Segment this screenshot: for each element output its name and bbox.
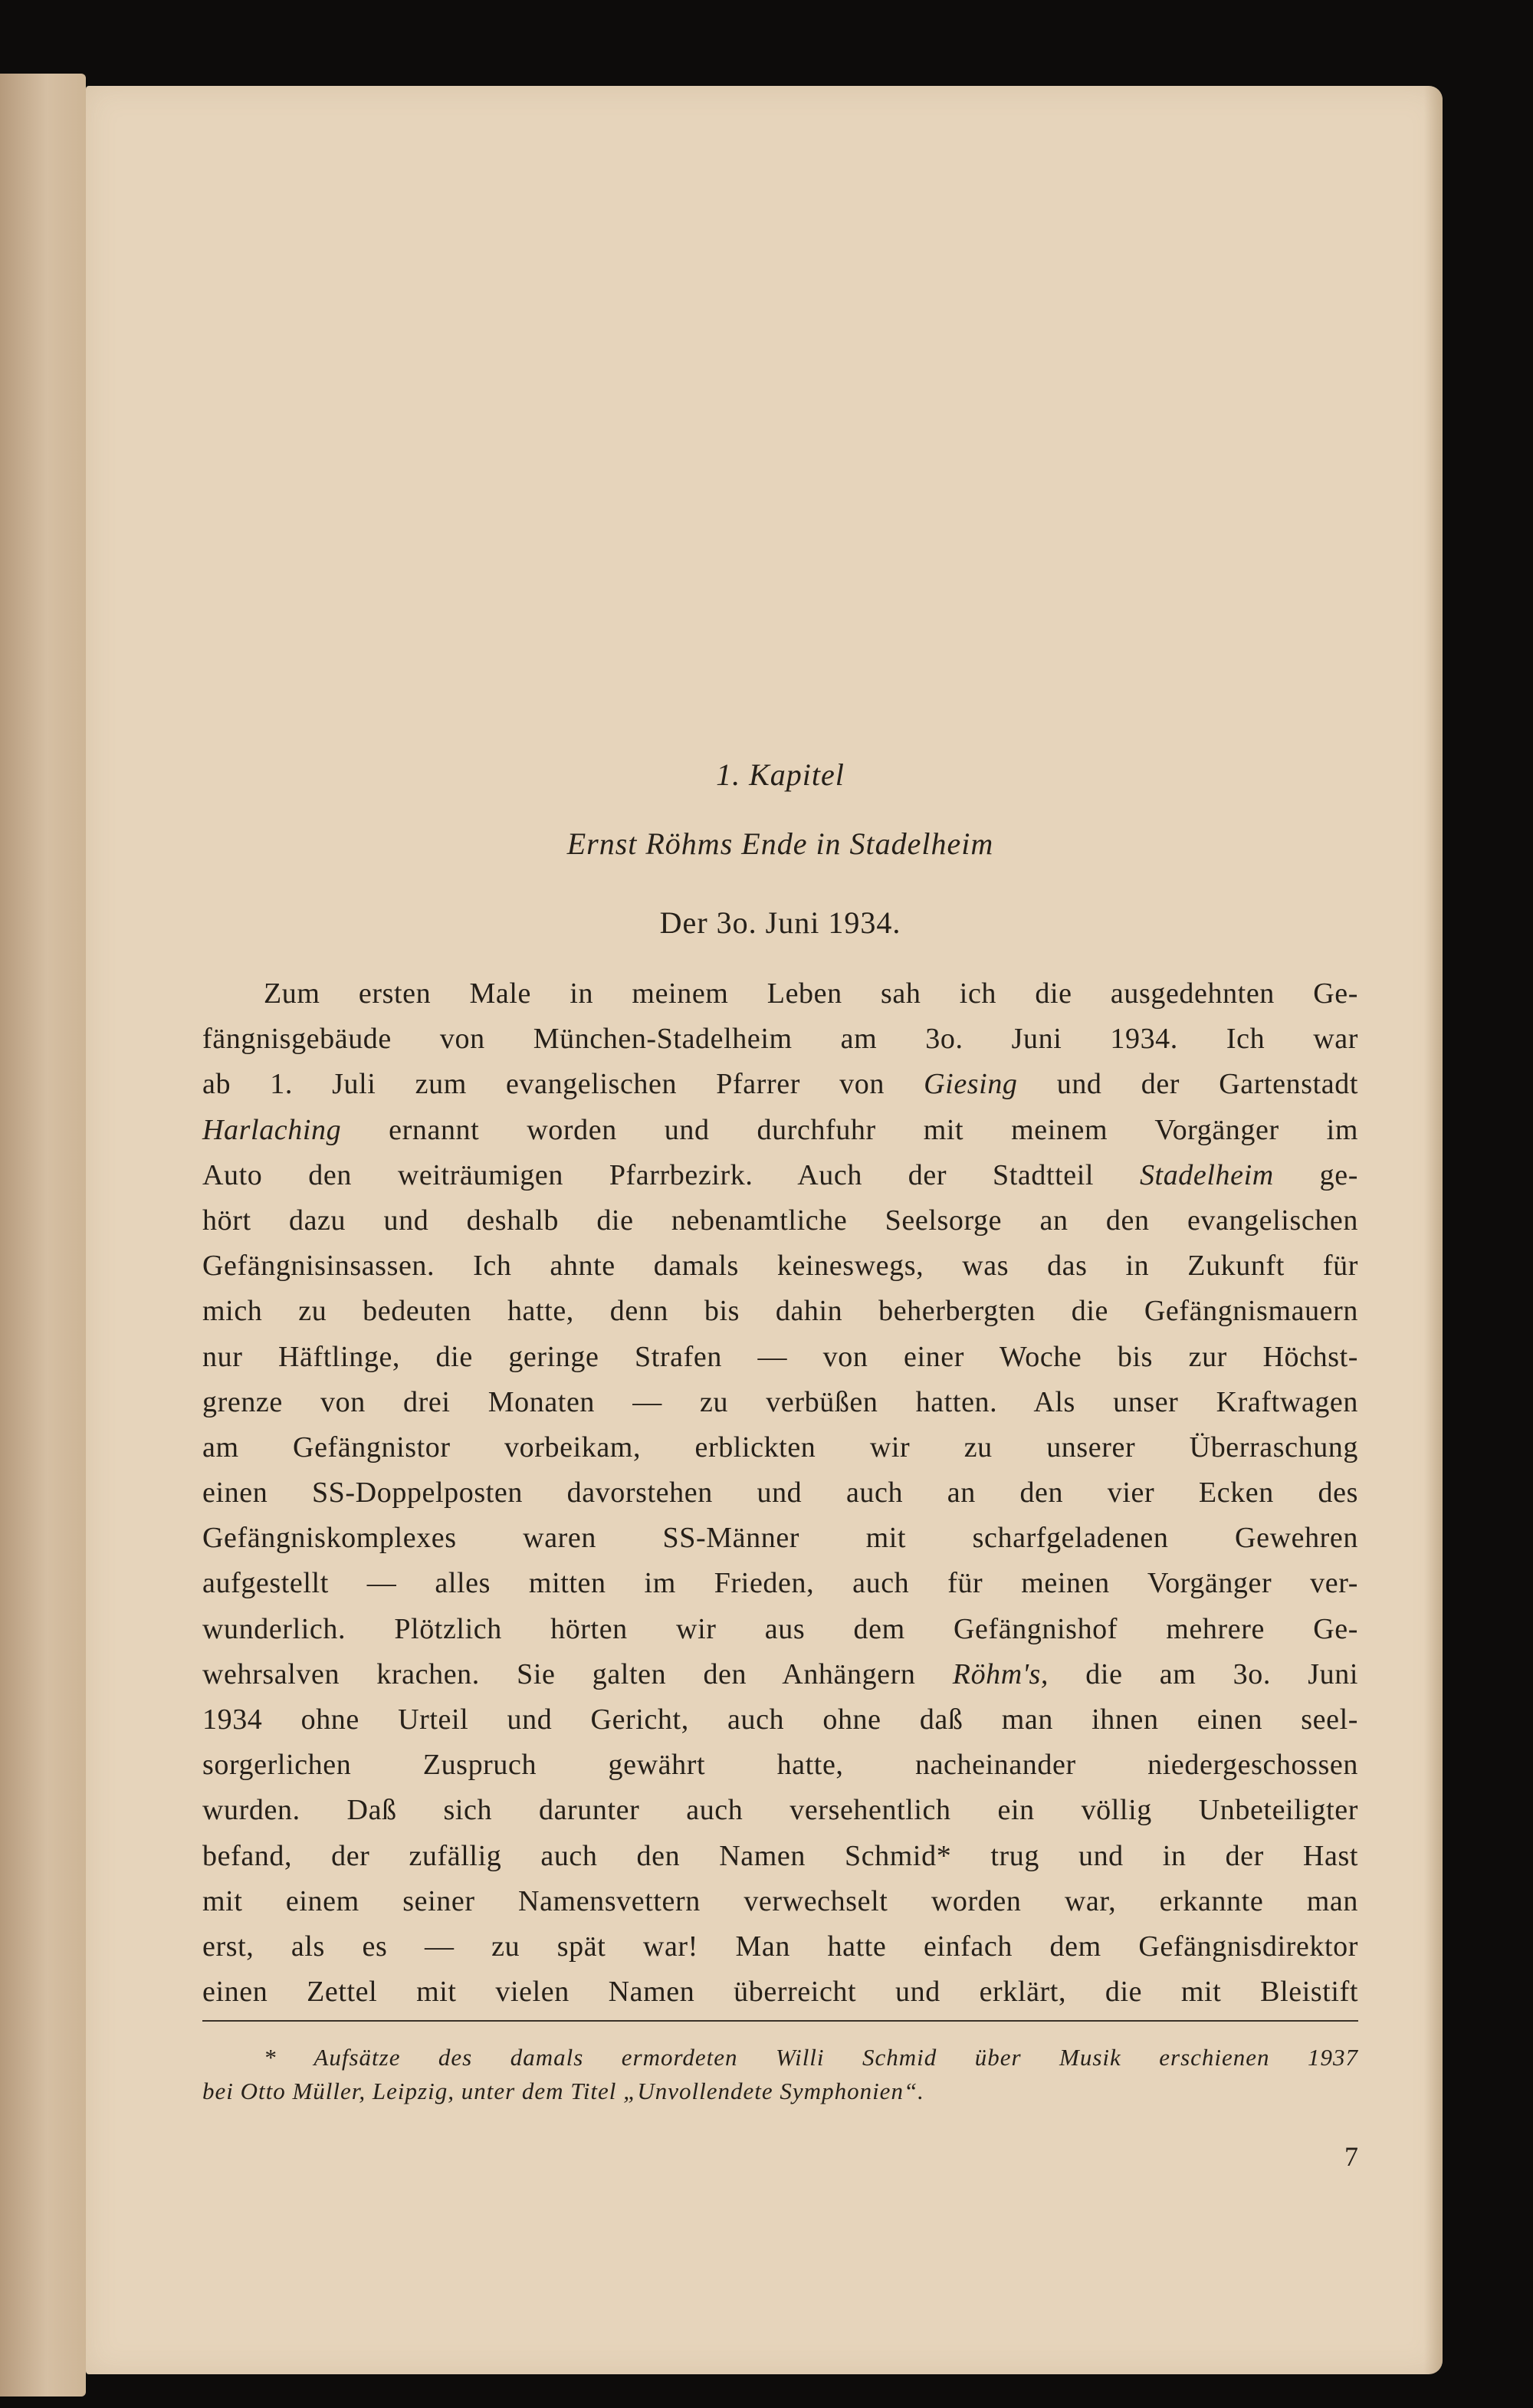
text-line <box>202 1743 1358 1788</box>
text-run: die am 3o. Juni <box>1049 1657 1358 1690</box>
book-page <box>86 86 1443 2374</box>
text-line <box>202 1108 1358 1153</box>
text-line <box>202 1062 1358 1107</box>
text-run: einen SS-Doppelposten davorstehen und auch an den vier Ecken des <box>202 1477 1358 1510</box>
text-line <box>202 1697 1358 1743</box>
text-run: nur Häftlinge, die geringe Strafen — von einer Woche bis zur Höchst- <box>202 1340 1358 1373</box>
text-run: mich zu bedeuten hatte, denn bis dahin beherbergten die Gefängnismauern <box>202 1295 1358 1328</box>
text-line <box>202 1243 1358 1289</box>
footnote-rule <box>202 2020 1358 2022</box>
text-run: 1934 ohne Urteil und Gericht, auch ohne daß man ihnen einen seel- <box>202 1703 1358 1736</box>
text-line <box>202 1652 1358 1697</box>
text-line <box>202 1561 1358 1606</box>
text-run: mit einem seiner Namensvettern verwechselt worden war, erkannte man <box>202 1884 1358 1917</box>
text-run: einen Zettel mit vielen Namen überreicht und erklärt, die mit Bleistift <box>202 1976 1358 2009</box>
text-run: Auto den weiträumigen Pfarrbezirk. Auch der Stadtteil <box>202 1158 1140 1191</box>
text-run: aufgestellt — alles mitten im Frieden, auch für meinen Vorgänger ver- <box>202 1567 1358 1600</box>
text-run: ab 1. Juli zum evangelischen Pfarrer von <box>202 1068 924 1101</box>
text-line <box>202 1198 1358 1243</box>
text-run: ernannt worden und durchfuhr mit meinem Vorgänger im <box>341 1113 1358 1146</box>
text-line <box>202 1380 1358 1425</box>
text-line <box>202 1788 1358 1833</box>
footnote-line: * Aufsätze des damals ermordeten Willi Schmid über Musik erschienen 1937 <box>264 2044 1358 2071</box>
italic-name: Giesing <box>924 1068 1018 1101</box>
text-line <box>202 1834 1358 1879</box>
footnote <box>202 2041 1358 2108</box>
text-line <box>202 1017 1358 1062</box>
text-line <box>202 1516 1358 1561</box>
italic-name: Röhm's, <box>952 1657 1049 1690</box>
page-number: 7 <box>1344 2141 1358 2172</box>
text-run: Zum ersten Male in meinem Leben sah ich die ausgedehnten Ge- <box>264 977 1358 1010</box>
text-line <box>202 1607 1358 1652</box>
text-run: wehrsalven krachen. Sie galten den Anhängern <box>202 1657 953 1690</box>
text-run: Gefängniskomplexes waren SS-Männer mit scharfgeladenen Gewehren <box>202 1522 1358 1555</box>
section-date-heading: Der 3o. Juni 1934. <box>659 905 901 940</box>
text-run: am Gefängnistor vorbeikam, erblickten wir zu unserer Überraschung <box>202 1431 1358 1464</box>
text-line <box>202 1153 1358 1198</box>
facing-page-edge <box>0 74 86 2397</box>
text-line <box>202 1879 1358 1924</box>
text-run: wunderlich. Plötzlich hörten wir aus dem Gefängnishof mehrere Ge- <box>202 1612 1358 1645</box>
italic-name: Stadelheim <box>1139 1158 1274 1191</box>
text-run: hört dazu und deshalb die nebenamtliche Seelsorge an den evangelischen <box>202 1204 1358 1237</box>
text-run: Gefängnisinsassen. Ich ahnte damals keineswegs, was das in Zukunft für <box>202 1250 1358 1283</box>
text-run: befand, der zufällig auch den Namen Schmid* trug und in der Hast <box>202 1839 1358 1872</box>
chapter-number: 1. Kapitel <box>716 757 845 792</box>
footnote-line: bei Otto Müller, Leipzig, unter dem Titel „Unvollendete Symphonien“. <box>202 2078 924 2104</box>
text-line <box>202 1969 1358 2015</box>
text-run: ge- <box>1273 1158 1358 1191</box>
text-run: und der Gartenstadt <box>1017 1068 1358 1101</box>
text-run: erst, als es — zu spät war! Man hatte einfach dem Gefängnisdirektor <box>202 1930 1358 1963</box>
text-line <box>202 1335 1358 1380</box>
italic-name: Harlaching <box>202 1113 342 1146</box>
text-line <box>202 1470 1358 1516</box>
text-run: wurden. Daß sich darunter auch versehentlich ein völlig Unbeteiligter <box>202 1794 1358 1827</box>
text-line <box>202 1924 1358 1969</box>
text-line <box>202 1425 1358 1470</box>
text-run: grenze von drei Monaten — zu verbüßen hatten. Als unser Kraftwagen <box>202 1385 1358 1418</box>
body-paragraph <box>202 971 1358 2015</box>
text-run: sorgerlichen Zuspruch gewährt hatte, nacheinander niedergeschossen <box>202 1749 1358 1782</box>
chapter-title: Ernst Röhms Ende in Stadelheim <box>566 826 994 861</box>
text-line <box>202 971 1358 1017</box>
text-run: fängnisgebäude von München-Stadelheim am 3o. Juni 1934. Ich war <box>202 1023 1358 1056</box>
page-fore-edge <box>1424 86 1443 2374</box>
text-line <box>202 1289 1358 1334</box>
